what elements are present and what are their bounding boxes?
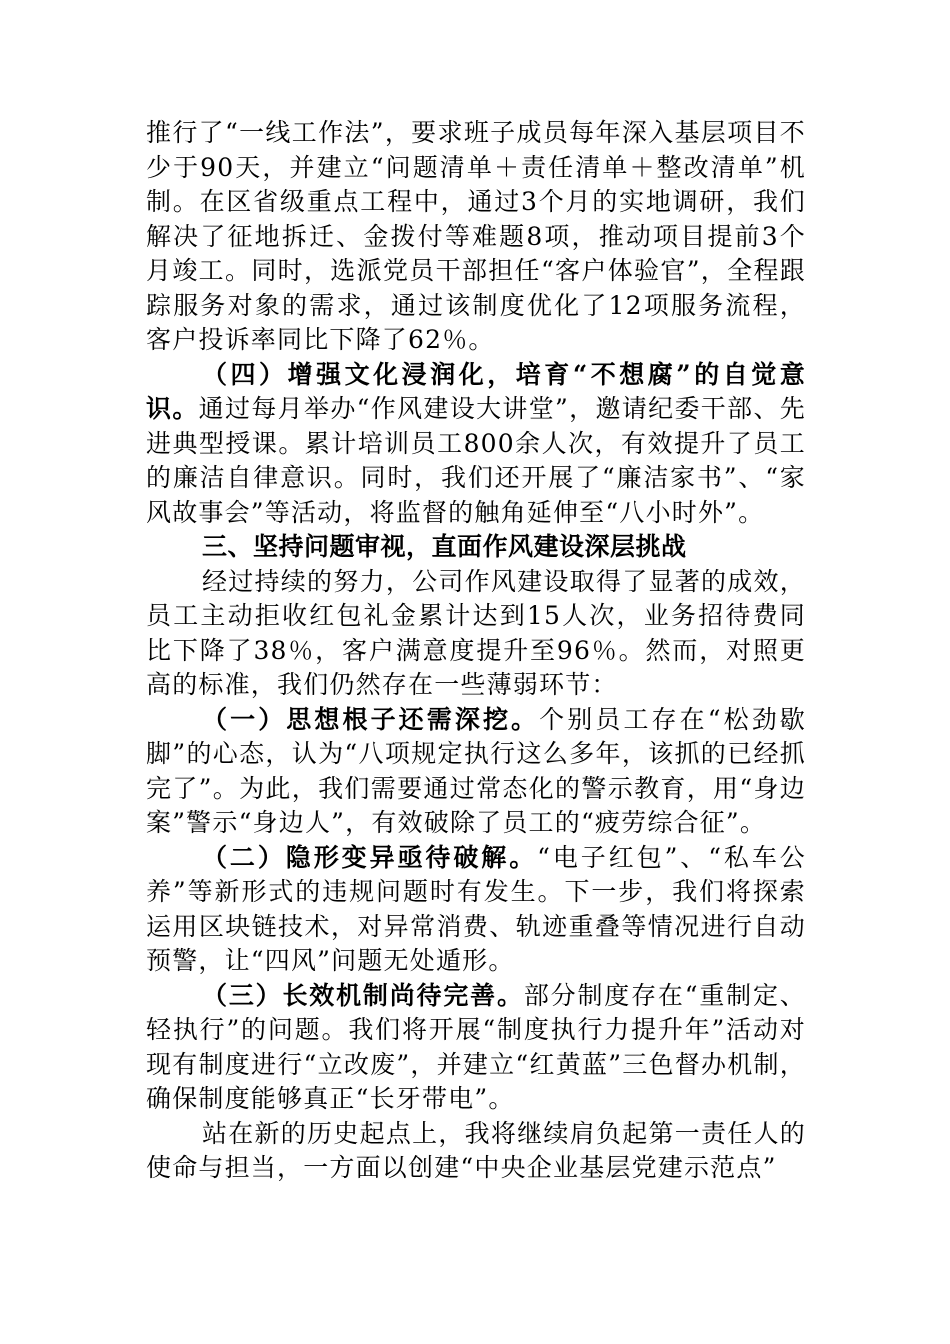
paragraph-culture <box>146 358 806 531</box>
paragraph-text: 推行了“一线工作法”，要求班子成员每年深入基层项目不少于90天，并建立“问题清单＋责任清单＋整改清单”机制。在区省级重点工程中，通过3个月的实地调研，我们解决了征地拆迁、金拨付等难题8项，推动项目提前3个月竣工。同时，选派党员干部担任“客户体验官”，全程跟踪服务对象的需求，通过该制度优化了12项服务流程，客户投诉率同比下降了62％。 <box>146 118 806 354</box>
section-heading-text: 三、坚持问题审视，直面作风建设深层挑战 <box>202 532 687 561</box>
paragraph-text: 站在新的历史起点上，我将继续肩负起第一责任人的使命与担当，一方面以创建“中央企业基层党建示范点” <box>146 1118 806 1182</box>
paragraph-outlook <box>146 1117 806 1186</box>
paragraph-issue-thinking <box>146 703 806 841</box>
paragraph-lead: （三）长效机制尚待完善。 <box>202 980 524 1010</box>
paragraph-text: 部分制度存在“重制定、轻执行”的问题。我们将开展“制度执行力提升年”活动对现有制度进行“立改废”，并建立“红黄蓝”三色督办机制，确保制度能够真正“长牙带电”。 <box>146 980 806 1113</box>
paragraph-service-mechanism <box>146 116 806 358</box>
section-heading <box>146 530 806 565</box>
paragraph-lead: （四）增强文化浸润化，培育“不想腐”的自觉意识。 <box>146 359 806 423</box>
paragraph-text: 经过持续的努力，公司作风建设取得了显著的成效，员工主动拒收红包礼金累计达到15人次，业务招待费同比下降了38％，客户满意度提升至96％。然而，对照更高的标准，我们仍然存在一些薄弱环节： <box>146 566 806 699</box>
document-body <box>146 116 806 1186</box>
paragraph-text: 通过每月举办“作风建设大讲堂”，邀请纪委干部、先进典型授课。累计培训员工800余人次，有效提升了员工的廉洁自律意识。同时，我们还开展了“廉洁家书”、“家风故事会”等活动，将监督的触角延伸至“八小时外”。 <box>146 394 806 527</box>
paragraph-text: 个别员工存在“松劲歇脚”的心态，认为“八项规定执行这么多年，该抓的已经抓完了”。为此，我们需要通过常态化的警示教育，用“身边案”警示“身边人”，有效破除了员工的“疲劳综合征”。 <box>146 704 806 837</box>
paragraph-achievements <box>146 565 806 703</box>
paragraph-lead: （二）隐形变异亟待破解。 <box>202 842 538 872</box>
paragraph-text: “电子红包”、“私车公养”等新形式的违规问题时有发生。下一步，我们将探索运用区块链技术，对异常消费、轨迹重叠等情况进行自动预警，让“四风”问题无处遁形。 <box>146 842 806 975</box>
paragraph-issue-mechanism <box>146 979 806 1117</box>
paragraph-issue-hidden <box>146 841 806 979</box>
paragraph-lead: （一）思想根子还需深挖。 <box>202 704 540 734</box>
